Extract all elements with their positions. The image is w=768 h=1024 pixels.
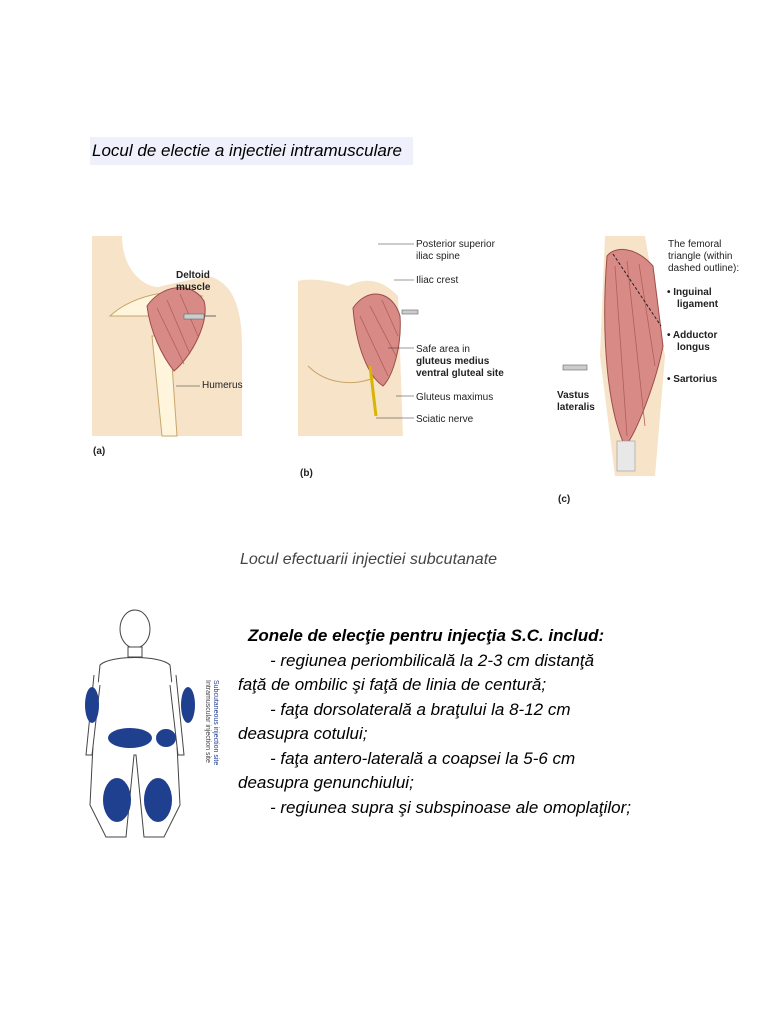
sc-zones-text bbox=[238, 624, 678, 820]
deltoid-label: Deltoid bbox=[176, 270, 210, 281]
femoral-triangle-label-2: triangle (within bbox=[668, 251, 733, 262]
sc-zone-item-1-cont: faţă de ombilic şi faţă de linia de centură; bbox=[238, 675, 547, 694]
iliac-crest-label: Iliac crest bbox=[416, 275, 459, 286]
ventral-gluteal-label: ventral gluteal site bbox=[416, 368, 504, 379]
femoral-triangle-label-3: dashed outline): bbox=[668, 263, 740, 274]
sciatic-nerve-label: Sciatic nerve bbox=[416, 414, 474, 425]
gluteus-maximus-label: Gluteus maximus bbox=[416, 392, 494, 403]
sc-zone-item-4: - regiunea supra şi subspinoase ale omoplaţilor; bbox=[270, 797, 631, 817]
posterior-iliac-label-2: iliac spine bbox=[416, 251, 460, 262]
sc-zone-item-2-cont: deasupra cotului; bbox=[238, 724, 368, 743]
vastus-label: Vastus bbox=[557, 390, 590, 401]
figure-a-caption: (a) bbox=[93, 446, 106, 457]
adductor-label-2: longus bbox=[677, 342, 710, 353]
inguinal-label-2: ligament bbox=[677, 299, 719, 310]
figure-b-caption: (b) bbox=[300, 468, 313, 479]
sc-site-label: Subcutaneous injection site bbox=[212, 680, 219, 766]
figure-c-caption: (c) bbox=[558, 494, 571, 505]
sc-zone-item-2: - faţa dorsolaterală a braţului la 8-12 cm bbox=[270, 699, 571, 719]
figure-c-thigh bbox=[555, 236, 755, 506]
sc-section-title: Locul efectuarii injectiei subcutanate bbox=[240, 551, 498, 568]
vastus-label-2: lateralis bbox=[557, 402, 595, 413]
sc-zone-item-3: - faţa antero-laterală a coapsei la 5-6 cm bbox=[270, 748, 576, 768]
sc-zones-title: Zonele de elecţie pentru injecţia S.C. includ: bbox=[248, 626, 605, 645]
adductor-label: • Adductor bbox=[667, 330, 718, 341]
gluteus-medius-label: gluteus medius bbox=[416, 356, 490, 367]
humerus-label: Humerus bbox=[202, 380, 243, 391]
figure-b-gluteal bbox=[298, 236, 508, 481]
sc-zone-item-1: - regiunea periombilicală la 2-3 cm distanţă bbox=[270, 650, 595, 670]
sartorius-label: • Sartorius bbox=[667, 374, 718, 385]
im-section-title: Locul de electie a injectiei intramusculare bbox=[90, 137, 413, 165]
inguinal-label: • Inguinal bbox=[667, 287, 712, 298]
figure-sc-body bbox=[80, 605, 230, 845]
posterior-iliac-label: Posterior superior bbox=[416, 239, 495, 250]
im-site-label: Intramuscular injection site bbox=[204, 680, 211, 763]
figure-a-deltoid bbox=[92, 236, 252, 461]
sc-zone-item-3-cont: deasupra genunchiului; bbox=[238, 773, 414, 792]
femoral-triangle-label: The femoral bbox=[668, 239, 722, 250]
safe-area-label: Safe area in bbox=[416, 344, 470, 355]
deltoid-label-2: muscle bbox=[176, 282, 211, 293]
